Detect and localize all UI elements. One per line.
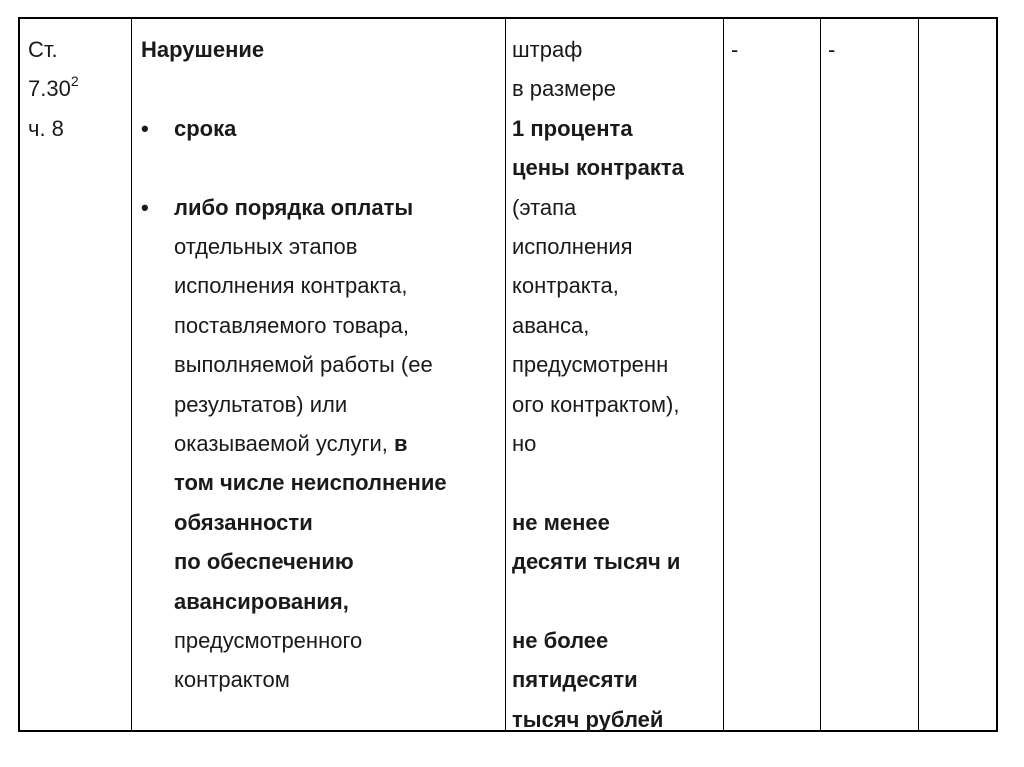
text-line: результатов) или [174,391,348,417]
text-line: аванса, [512,312,590,338]
dash-value: - [828,37,836,62]
text-line: контракта, [512,273,619,299]
text-line: но [512,431,537,457]
article-superscript: 2 [70,73,79,90]
text-line: по обеспечению [174,549,354,575]
text-line: обязанности [174,509,313,535]
text-line: не более [512,628,609,654]
column-5-cell [820,19,918,730]
violation-heading: Нарушение [141,37,265,62]
text-line: выполняемой работы (ее [174,352,433,378]
article-cell [20,19,131,730]
text-line: не менее [512,509,610,535]
text-line: контрактом [174,667,290,693]
bullet-item-deadline: • срока [141,109,505,148]
text-line: предусмотренного [174,628,363,654]
article-number: 7.30$^2$ [28,73,79,102]
text-line: (этапа [512,194,577,220]
bullet-item-payment-order: • либо порядка оплаты [141,188,505,227]
text-line: оказываемой услуги, в [174,431,408,457]
text-line: тысяч рублей [512,706,664,732]
text-line: исполнения контракта, [174,273,408,299]
dash-value: - [731,37,739,62]
text-line: отдельных этапов [174,234,358,259]
bullet-icon: • [141,194,149,220]
penalty-cell [505,19,723,730]
article-part: ч. 8 [28,115,64,141]
text-line: штраф [512,37,583,62]
text-line: предусмотренн [512,352,669,378]
column-4-cell [723,19,820,730]
text-line: том числе неисполнение [174,470,447,496]
text-line: цены контракта [512,155,684,181]
violation-detail [141,227,505,700]
column-6-cell [918,19,1000,730]
penalty-table [18,17,998,732]
text-line: поставляемого товара, [174,312,409,338]
text-line: ого контрактом), [512,391,680,417]
text-line: 1 процента [512,115,633,141]
text-line: исполнения [512,234,633,260]
text-line: десяти тысяч и [512,549,681,575]
text-line: авансирования, [174,588,349,614]
text-line: в размере [512,76,616,102]
article-prefix: Ст. [28,37,58,62]
text-line: пятидесяти [512,667,638,693]
violation-cell [131,19,505,730]
bullet-icon: • [141,115,149,141]
